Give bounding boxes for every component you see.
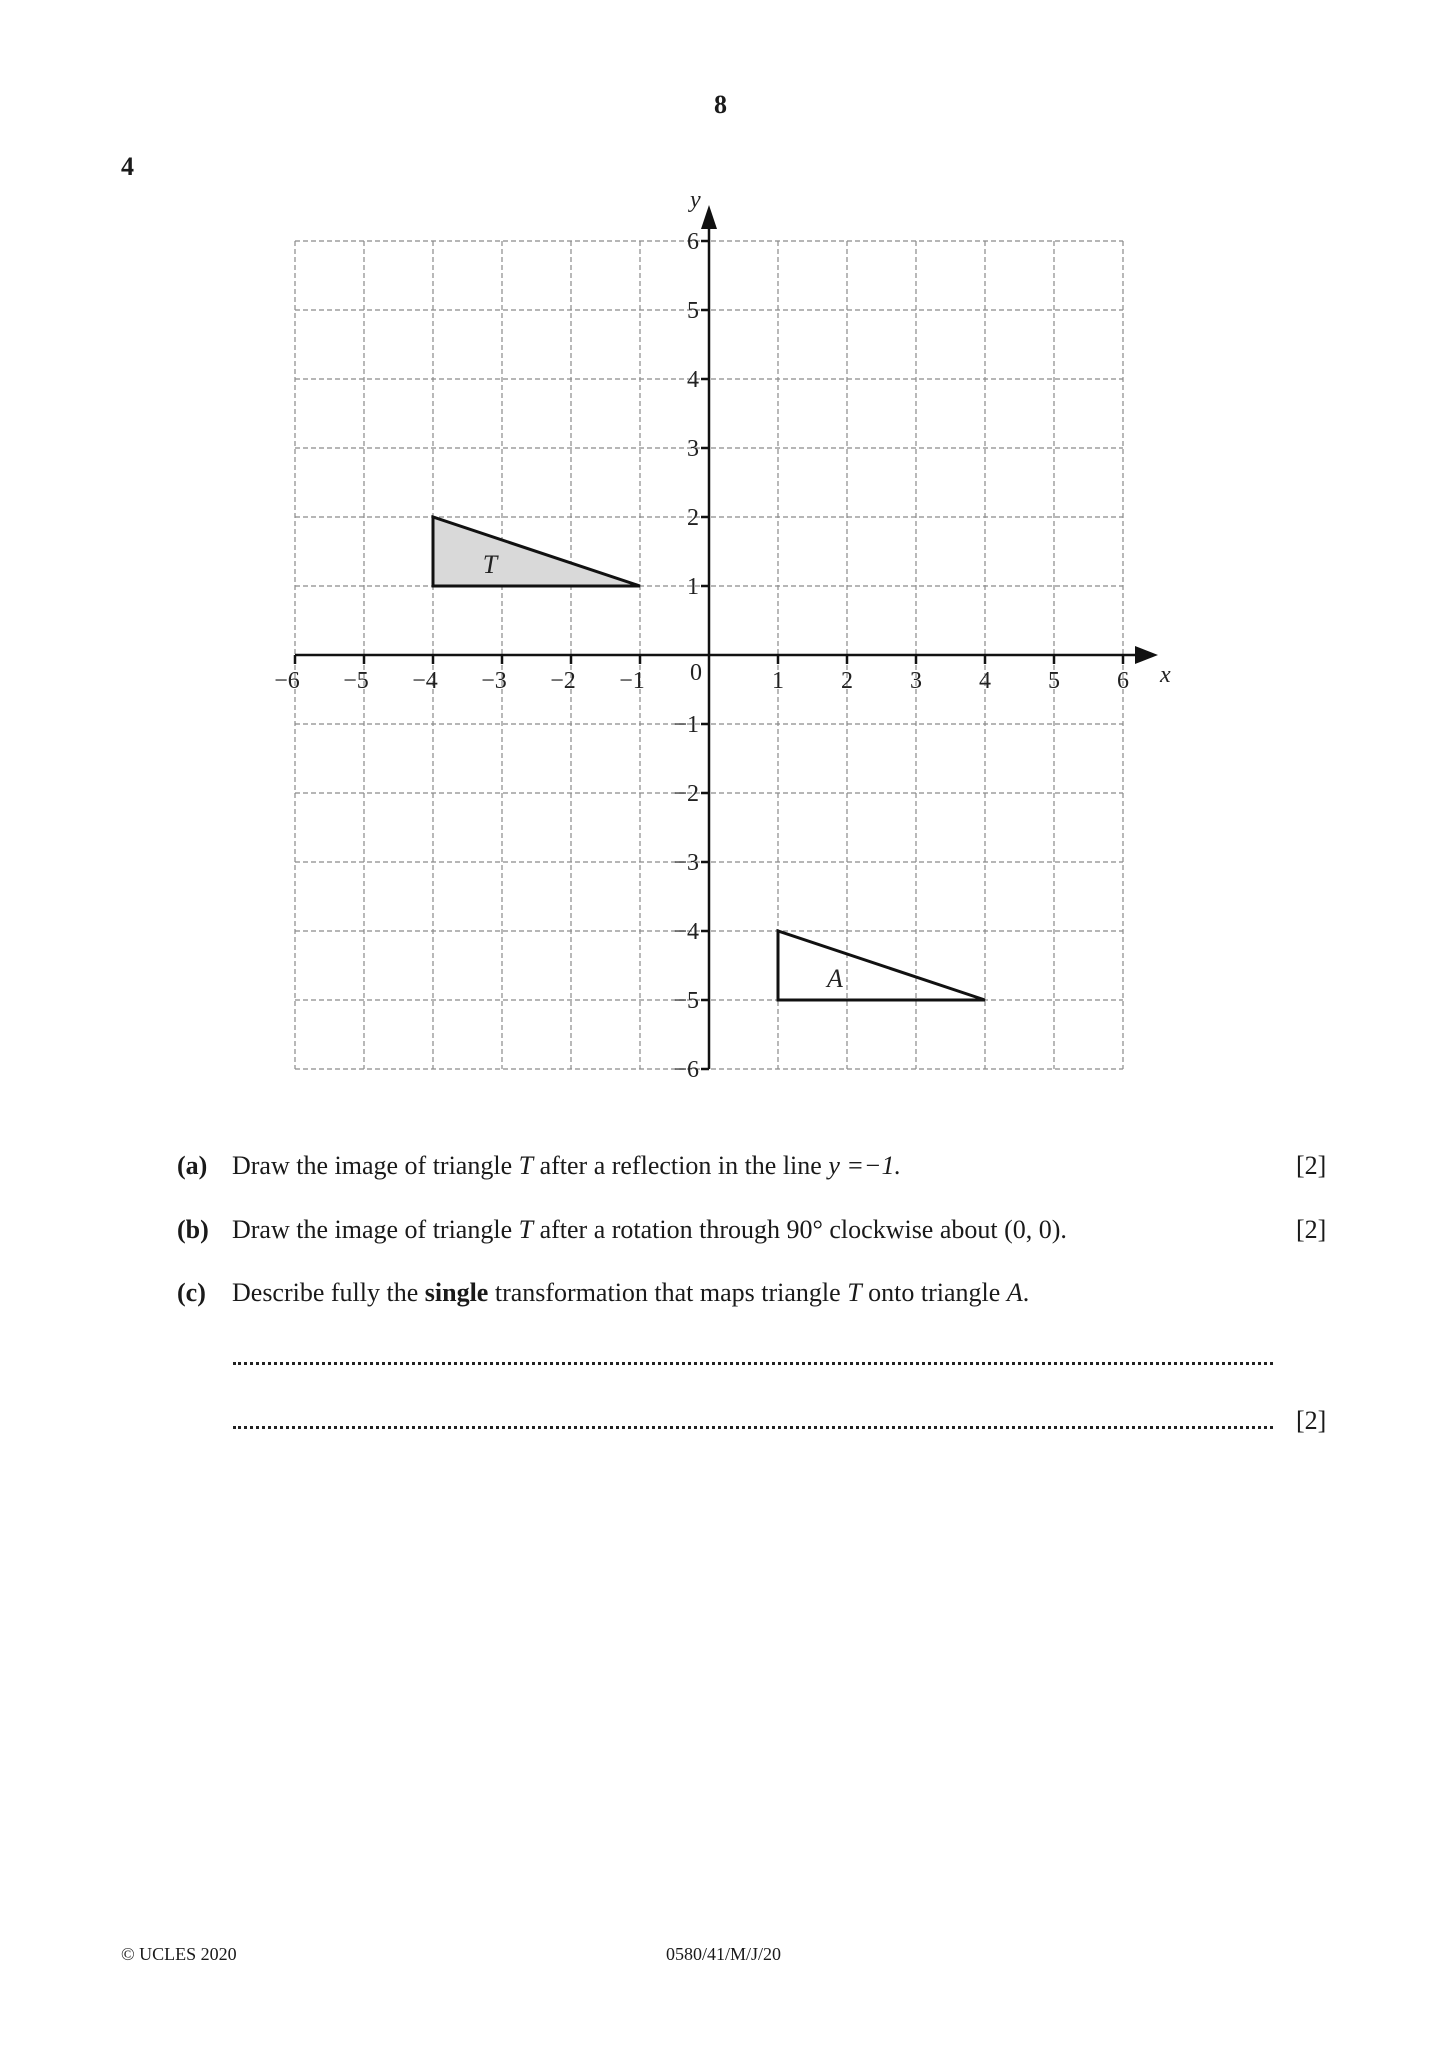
y-tick-label: −6 [673, 1057, 699, 1083]
question-part-b [177, 1215, 1067, 1245]
y-tick-label: −2 [673, 781, 699, 807]
text: after a reflection in the line [533, 1151, 829, 1180]
origin-label: 0 [690, 660, 702, 686]
equation: y =−1. [828, 1151, 901, 1180]
emphasis: single [424, 1278, 489, 1307]
x-tick-label: −3 [481, 668, 507, 694]
x-tick-label: 2 [841, 668, 853, 694]
x-tick-label: 5 [1048, 668, 1060, 694]
page-number: 8 [714, 90, 727, 119]
marks-c: [2] [1296, 1406, 1327, 1435]
y-axis-label: y [690, 187, 701, 213]
footer-paper-code: 0580/41/M/J/20 [666, 1944, 782, 1964]
x-tick-label: 4 [979, 668, 991, 694]
x-tick-label: 1 [772, 668, 784, 694]
text: . [1022, 1278, 1030, 1307]
x-tick-label: −2 [550, 668, 576, 694]
question-number: 4 [121, 152, 134, 181]
y-tick-label: −3 [673, 850, 699, 876]
triangle-a [778, 931, 985, 1000]
x-tick-label: 6 [1117, 668, 1129, 694]
triangle-label-t: T [482, 550, 498, 579]
y-tick-label: 4 [687, 367, 699, 393]
text: Describe fully the [232, 1278, 425, 1307]
y-tick-label: 3 [687, 436, 699, 462]
marks-b: [2] [1296, 1215, 1327, 1244]
part-label: (c) [177, 1278, 206, 1307]
answer-line-2[interactable] [233, 1426, 1273, 1429]
x-axis-arrow-icon [1135, 646, 1158, 664]
variable-a: A [1006, 1278, 1023, 1307]
x-axis-label: x [1160, 662, 1171, 688]
text: Draw the image of triangle [232, 1215, 519, 1244]
y-tick-label: 2 [687, 505, 699, 531]
text: onto triangle [861, 1278, 1007, 1307]
triangle-label-a: A [827, 964, 843, 993]
x-tick-label: −1 [619, 668, 645, 694]
question-part-a [177, 1151, 901, 1181]
y-tick-label: −4 [673, 919, 699, 945]
part-label: (b) [177, 1215, 209, 1244]
marks-a: [2] [1296, 1151, 1327, 1180]
variable-t: T [847, 1278, 862, 1307]
text: Draw the image of triangle [232, 1151, 519, 1180]
x-tick-label: 3 [910, 668, 922, 694]
text: transformation that maps triangle [488, 1278, 848, 1307]
x-tick-label: −6 [274, 668, 300, 694]
x-tick-label: −4 [412, 668, 438, 694]
answer-line-1[interactable] [233, 1362, 1273, 1365]
footer-copyright: © UCLES 2020 [121, 1944, 237, 1964]
y-tick-label: 5 [687, 298, 699, 324]
y-tick-label: −5 [673, 988, 699, 1014]
y-tick-label: 6 [687, 229, 699, 255]
x-tick-label: −5 [343, 668, 369, 694]
y-axis-arrow-icon [701, 205, 717, 229]
y-tick-label: 1 [687, 574, 699, 600]
part-label: (a) [177, 1151, 208, 1180]
variable-t: T [518, 1215, 534, 1244]
question-part-c [177, 1278, 1029, 1308]
variable-t: T [518, 1151, 534, 1180]
triangle-t [433, 517, 640, 586]
y-tick-label: −1 [673, 712, 699, 738]
text: after a rotation through 90° clockwise about (0, 0). [533, 1215, 1067, 1244]
